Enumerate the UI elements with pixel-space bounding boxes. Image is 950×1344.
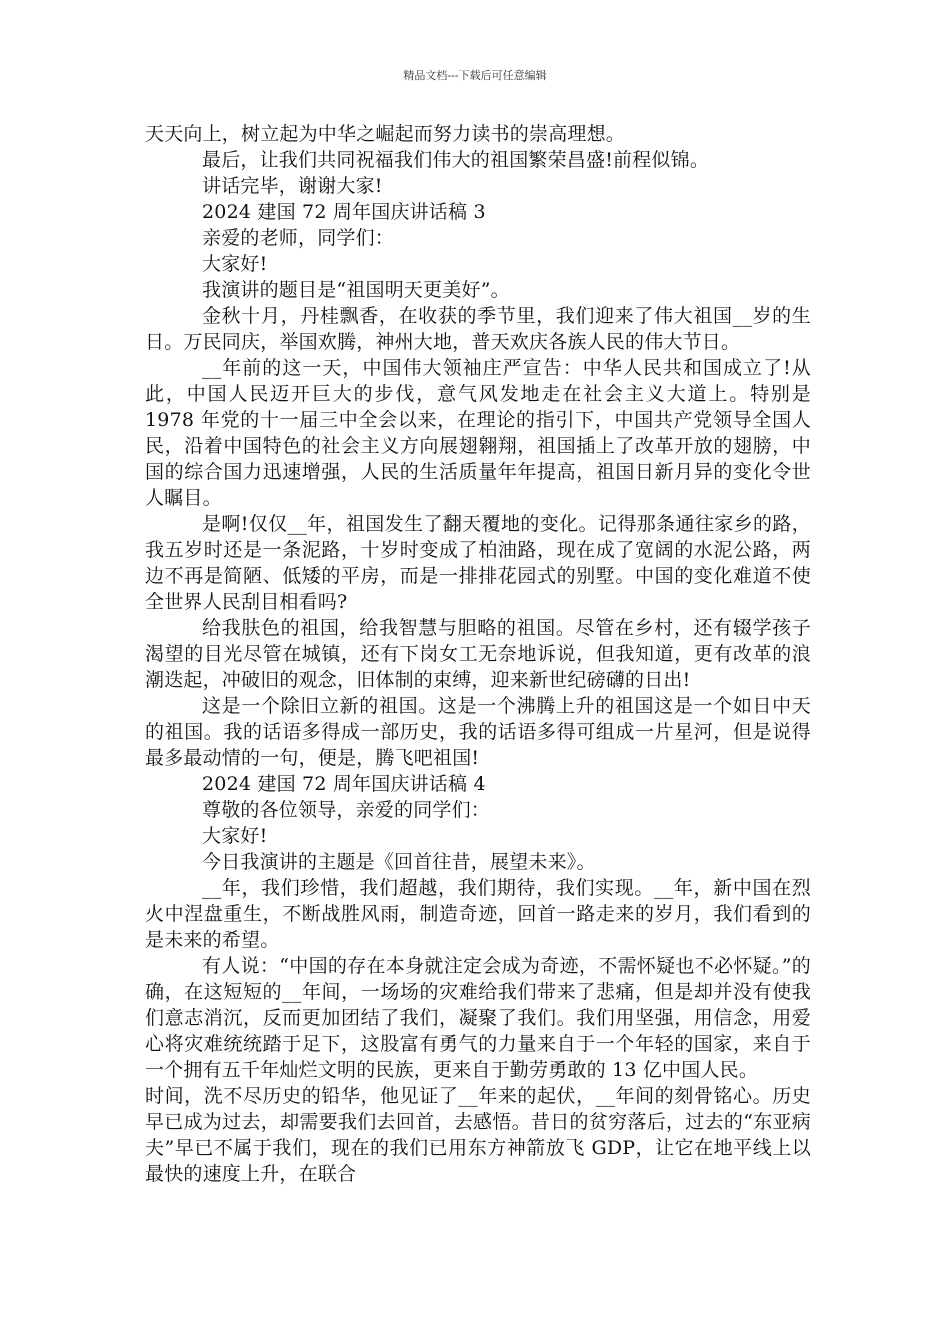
paragraph: 有人说：“中国的存在本身就注定会成为奇迹，不需怀疑也不必怀疑。”的确，在这短短的__年间，一场场的灾难给我们带来了悲痛，但是却并没有使我们意志消沉，反而更加团结了我们，凝聚了我们。我们用坚强，用信念，用爱心将灾难统统踏于足下，这股富有勇气的力量来自于一个年轻的国家，来自于一个拥有五千年灿烂文明的民族，更来自于勤劳勇敢的 13 亿中国人民。 [145, 955, 811, 1081]
page-header: 精品文档---下载后可任意编辑 [403, 69, 547, 82]
paragraph: 我演讲的题目是“祖国明天更美好”。 [202, 279, 510, 301]
section-title: 2024 建国 72 周年国庆讲话稿 3 [202, 201, 486, 223]
greeting: 大家好! [202, 825, 268, 847]
paragraph: __年，我们珍惜，我们超越，我们期待，我们实现。__年，新中国在烈火中涅盘重生，不断战胜风雨，制造奇迹，回首一路走来的岁月，我们看到的是未来的希望。 [145, 877, 811, 951]
paragraph: 时间，洗不尽历史的铅华，他见证了__年来的起伏，__年间的刻骨铭心。历史早已成为过去，却需要我们去回首，去感悟。昔日的贫穷落后，过去的“东亚病夫”早已不属于我们，现在的我们已用东方神箭放飞 GDP，让它在地平线上以最快的速度上升，在联合 [145, 1085, 811, 1185]
salutation: 尊敬的各位领导，亲爱的同学们： [202, 799, 491, 821]
greeting: 大家好! [202, 253, 268, 275]
paragraph: 这是一个除旧立新的祖国。这是一个沸腾上升的祖国这是一个如日中天的祖国。我的话语多得成一部历史，我的话语多得可组成一片星河，但是说得最多最动情的一句，便是，腾飞吧祖国! [145, 695, 811, 769]
paragraph: 天天向上，树立起为中华之崛起而努力读书的崇高理想。 [145, 123, 626, 145]
document-body [145, 121, 811, 1187]
paragraph: 今日我演讲的主题是《回首往昔，展望未来》。 [202, 851, 596, 873]
section-title: 2024 建国 72 周年国庆讲话稿 4 [202, 773, 486, 795]
paragraph: 金秋十月，丹桂飘香，在收获的季节里，我们迎来了伟大祖国__岁的生日。万民同庆，举国欢腾，神州大地，普天欢庆各族人民的伟大节日。 [145, 305, 811, 353]
paragraph: __年前的这一天，中国伟大领袖庄严宣告：中华人民共和国成立了!从此，中国人民迈开巨大的步伐，意气风发地走在社会主义大道上。特别是 1978 年党的十一届三中全会以来，在理论的指引下，中国共产党领导全国人民，沿着中国特色的社会主义方向展翅翱翔，祖国插上了改革开放的翅膀，中国的综合国力迅速增强，人民的生活质量年年提高，祖国日新月异的变化令世人瞩目。 [145, 357, 811, 509]
salutation: 亲爱的老师，同学们： [202, 227, 395, 249]
paragraph: 最后，让我们共同祝福我们伟大的祖国繁荣昌盛!前程似锦。 [202, 149, 710, 171]
paragraph: 讲话完毕，谢谢大家! [202, 175, 383, 197]
paragraph: 给我肤色的祖国，给我智慧与胆略的祖国。尽管在乡村，还有辍学孩子渴望的目光尽管在城镇，还有下岗女工无奈地诉说，但我知道，更有改革的浪潮迭起，冲破旧的观念，旧体制的束缚，迎来新世纪磅礴的日出! [145, 617, 811, 691]
paragraph: 是啊!仅仅__年，祖国发生了翻天覆地的变化。记得那条通往家乡的路，我五岁时还是一条泥路，十岁时变成了柏油路，现在成了宽阔的水泥公路，两边不再是简陋、低矮的平房，而是一排排花园式的别墅。中国的变化难道不使全世界人民刮目相看吗? [145, 513, 811, 613]
